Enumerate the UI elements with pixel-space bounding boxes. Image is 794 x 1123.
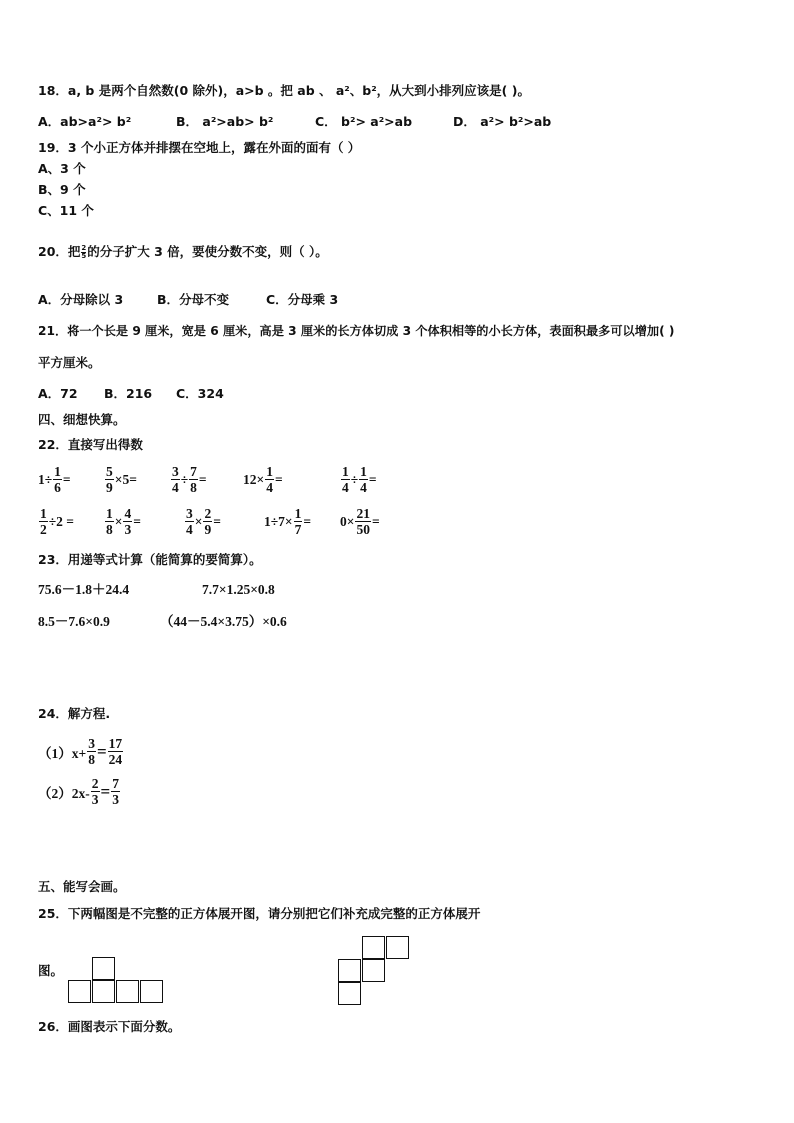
calc-text: ÷: [350, 471, 359, 487]
frac-den: 8: [190, 480, 197, 495]
q21-option-b: B．216: [104, 386, 153, 401]
frac-num: 7: [112, 776, 119, 791]
calc-text: ÷2 =: [48, 513, 74, 529]
net-square: [338, 982, 361, 1005]
frac-num: 3: [88, 736, 95, 751]
frac-num: 7: [190, 464, 197, 479]
section4-title: 四、细想快算。: [38, 412, 126, 427]
frac-den: 3: [91, 792, 99, 807]
net-square: [338, 959, 361, 982]
q22-item: [104, 464, 137, 495]
fraction: [294, 506, 303, 537]
fraction: [91, 776, 100, 807]
q18-option-c: C． b²> a²>ab: [315, 114, 413, 129]
net-square: [92, 980, 115, 1003]
calc-text: ×: [194, 513, 203, 529]
calc-text: =: [371, 513, 380, 529]
frac-den: 4: [360, 480, 367, 495]
q22-item: [38, 506, 74, 537]
q20-option-a: A．分母除以 3: [38, 292, 124, 307]
q18-option-b: B． a²>ab> b²: [176, 114, 274, 129]
fraction: [111, 776, 120, 807]
fraction: [185, 506, 194, 537]
q22-item: [264, 506, 311, 537]
frac-num: 21: [356, 506, 370, 521]
q26-title: 26．画图表示下面分数。: [38, 1019, 181, 1034]
q21-stem-line2: 平方厘米。: [38, 355, 101, 370]
q22-item: [104, 506, 141, 537]
q25-line1: 25．下两幅图是不完整的正方体展开图，请分别把它们补充成完整的正方体展开: [38, 906, 481, 921]
q19-stem: 19．3 个小正方体并排摆在空地上，露在外面的面有（ ）: [38, 140, 361, 155]
frac-num: 1: [266, 464, 273, 479]
frac-num: 3: [172, 464, 179, 479]
calc-text: ×5=: [114, 471, 137, 487]
q20-fraction: [81, 245, 86, 260]
eq-sign: =: [100, 781, 111, 801]
eq-label: （1）x+: [38, 745, 87, 761]
frac-num: 17: [108, 736, 123, 751]
frac-den: 50: [356, 522, 370, 537]
q22-item: [38, 464, 71, 495]
section5-title: 五、能写会画。: [38, 879, 126, 894]
frac-den: 2: [40, 522, 47, 537]
q23-expr: 75.6－1.8＋24.4: [38, 582, 130, 597]
q22-item: [170, 464, 207, 495]
net-square: [116, 980, 139, 1003]
q22-item: [184, 506, 221, 537]
frac-num: 1: [342, 464, 349, 479]
calc-text: 1÷7×: [264, 513, 293, 529]
calc-text: =: [274, 471, 283, 487]
frac-num: 1: [360, 464, 367, 479]
frac-den: 8: [88, 752, 95, 767]
frac-den: 4: [172, 480, 179, 495]
q18-option-d: D． a²> b²>ab: [453, 114, 552, 129]
calc-text: 0×: [340, 513, 355, 529]
frac-num: 1: [54, 464, 61, 479]
q23-title: 23．用递等式计算（能简算的要简算）。: [38, 552, 262, 567]
frac-den: 4: [342, 480, 349, 495]
calc-text: =: [213, 513, 221, 529]
fraction: [355, 506, 371, 537]
net-square: [140, 980, 163, 1003]
net-square: [68, 980, 91, 1003]
q20-option-b: B．分母不变: [157, 292, 230, 307]
frac-den: 3: [112, 792, 119, 807]
fraction: [87, 736, 96, 767]
calc-text: =: [133, 513, 141, 529]
q20-stem: [38, 244, 328, 260]
q18-stem: 18．a, b 是两个自然数(0 除外)，a>b 。把 ab 、 a²、b²，从大到小排列应该是( )。: [38, 83, 530, 98]
fraction: [265, 464, 274, 495]
frac-num: 2: [204, 506, 212, 521]
frac-den: 8: [106, 522, 113, 537]
calc-text: 12×: [243, 471, 265, 487]
q20-frac-num: 2: [81, 243, 87, 252]
q20-prefix: 20．把: [38, 244, 81, 259]
fraction: [123, 506, 132, 537]
q22-item: [340, 464, 377, 495]
fraction: [171, 464, 180, 495]
net-square: [92, 957, 115, 980]
frac-den: 6: [54, 480, 61, 495]
q23-expr: 8.5－7.6×0.9: [38, 614, 110, 629]
frac-num: 1: [40, 506, 47, 521]
q21-stem-line1: 21．将一个长是 9 厘米，宽是 6 厘米，高是 3 厘米的长方体切成 3 个体积相等的小长方体，表面积最多可以增加( ): [38, 324, 675, 338]
frac-den: 4: [186, 522, 193, 537]
fraction: [105, 464, 114, 495]
calc-text: =: [303, 513, 312, 529]
frac-num: 1: [106, 506, 113, 521]
frac-den: 3: [124, 522, 132, 537]
frac-num: 5: [106, 464, 113, 479]
q19-option-a: A、3 个: [38, 161, 86, 176]
frac-num: 4: [124, 506, 132, 521]
q22-item: [340, 506, 380, 537]
fraction: [359, 464, 368, 495]
fraction: [53, 464, 62, 495]
q21-option-c: C．324: [176, 386, 224, 401]
fraction: [341, 464, 350, 495]
q20-option-c: C．分母乘 3: [266, 292, 339, 307]
fraction: [39, 506, 48, 537]
calc-text: ×: [114, 513, 123, 529]
frac-den: 9: [204, 522, 212, 537]
net-square: [386, 936, 409, 959]
calc-text: 1÷: [38, 471, 53, 487]
calc-text: =: [198, 471, 207, 487]
frac-num: 1: [294, 506, 302, 521]
q24-equation-1: [38, 736, 124, 767]
frac-den: 7: [294, 522, 302, 537]
net-square: [362, 959, 385, 982]
fraction: [105, 506, 114, 537]
q23-expr: 7.7×1.25×0.8: [202, 582, 275, 597]
net-square: [362, 936, 385, 959]
calc-text: =: [368, 471, 377, 487]
frac-den: 24: [108, 752, 123, 767]
fraction: [189, 464, 198, 495]
q22-title: 22．直接写出得数: [38, 437, 143, 452]
q20-suffix: 的分子扩大 3 倍，要使分数不变，则（ ）。: [87, 244, 328, 259]
calc-text: =: [62, 471, 71, 487]
q19-option-c: C、11 个: [38, 203, 94, 218]
fraction: [203, 506, 212, 537]
q22-item: [243, 464, 283, 495]
q25-line2: 图。: [38, 963, 64, 978]
q19-option-b: B、9 个: [38, 182, 86, 197]
eq-sign: =: [96, 741, 107, 761]
q20-frac-den: 5: [81, 251, 87, 260]
frac-num: 3: [186, 506, 193, 521]
q24-title: 24．解方程.: [38, 706, 111, 721]
q23-expr: （44－5.4×3.75）×0.6: [160, 614, 287, 629]
calc-text: ÷: [180, 471, 189, 487]
frac-num: 2: [91, 776, 99, 791]
q24-equation-2: [38, 776, 121, 807]
q21-option-a: A．72: [38, 386, 78, 401]
frac-den: 9: [106, 480, 113, 495]
q18-option-a: A．ab>a²> b²: [38, 114, 132, 129]
eq-label: （2）2x-: [38, 785, 90, 801]
fraction: [108, 736, 124, 767]
frac-den: 4: [266, 480, 273, 495]
